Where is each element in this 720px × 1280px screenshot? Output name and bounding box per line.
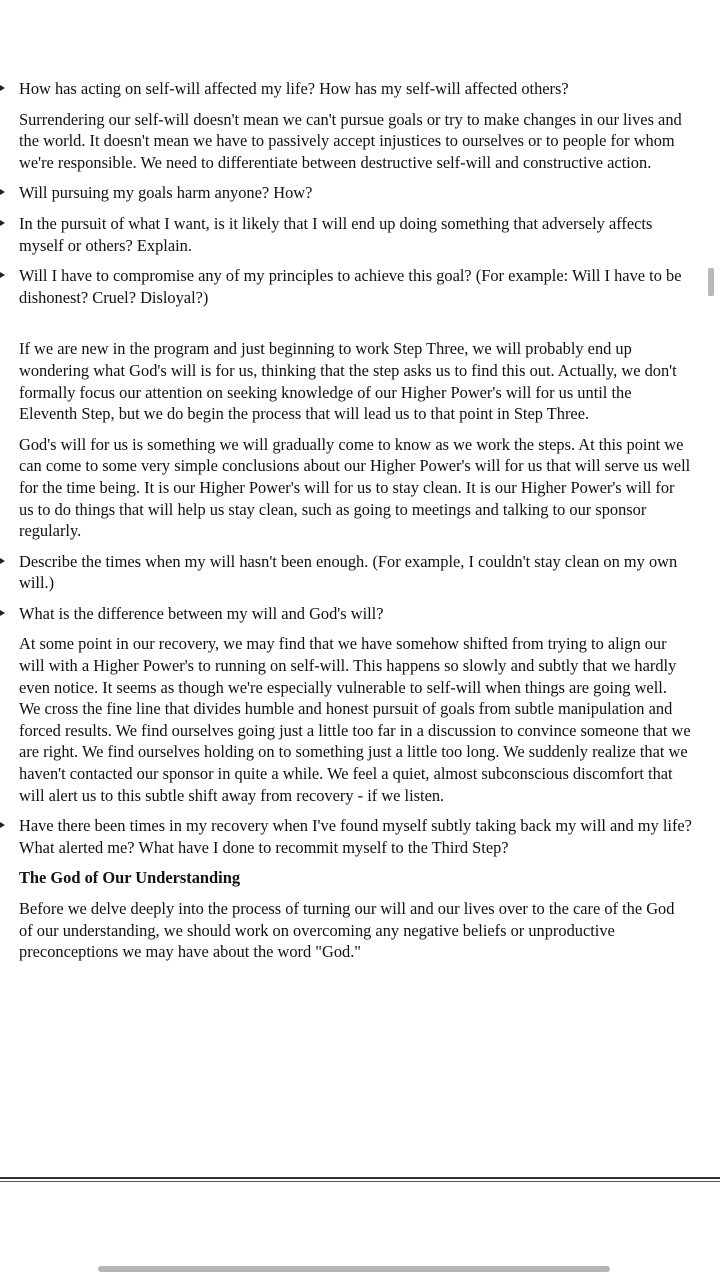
page-separator: [0, 1177, 720, 1182]
question-item: [0, 603, 720, 625]
question-item: [0, 551, 720, 594]
document-content: [0, 78, 720, 963]
body-paragraph: [0, 109, 720, 174]
question-item: [0, 78, 720, 100]
bullet-arrow-icon: [0, 558, 5, 564]
bullet-arrow-icon: [0, 85, 5, 91]
document-page: [0, 78, 720, 972]
question-item: [0, 265, 720, 308]
scroll-indicator[interactable]: [708, 268, 714, 296]
block-text: The God of Our Understanding: [19, 868, 241, 888]
bullet-arrow-icon: [0, 220, 5, 226]
block-text: If we are new in the program and just beginning to work Step Three, we will probably end up wondering what God's will is for us, thinking that the step asks us to find this out. Actually, we don't formally focus our attention on seeking knowledge of our Higher Power's will for us until the Eleventh Step, but we do begin the process that will lead us to that point in Step Three.: [19, 339, 677, 424]
section-heading: [0, 867, 720, 889]
question-item: [0, 815, 720, 858]
block-text: In the pursuit of what I want, is it likely that I will end up doing something that adversely affects myself or others? Explain.: [19, 213, 653, 255]
block-text: Surrendering our self-will doesn't mean we can't pursue goals or try to make changes in our lives and the world. It doesn't mean we have to passively accept injustices to ourselves or to people for whom we're responsible. We need to differentiate between destructive self-will and constructive action.: [19, 109, 682, 172]
block-text: Will pursuing my goals harm anyone? How?: [19, 183, 313, 203]
body-paragraph: [0, 434, 720, 542]
home-indicator-bar[interactable]: [98, 1266, 610, 1272]
question-item: [0, 213, 720, 256]
block-text: Describe the times when my will hasn't been enough. (For example, I couldn't stay clean on my own will.): [19, 551, 678, 593]
block-text: How has acting on self-will affected my life? How has my self-will affected others?: [19, 79, 569, 98]
block-text: Before we delve deeply into the process of turning our will and our lives over to the care of the God of our understanding, we should work on overcoming any negative beliefs or unproductive preconceptions we may have about the word "God.": [19, 899, 675, 962]
bullet-arrow-icon: [0, 189, 5, 195]
bullet-arrow-icon: [0, 272, 5, 278]
question-item: [0, 182, 720, 204]
block-text: At some point in our recovery, we may find that we have somehow shifted from trying to align our will with a Higher Power's to running on self-will. This happens so slowly and subtly that we hardly even notice. It seems as though we're especially vulnerable to self-will when things are going well. We cross the fine line that divides humble and honest pursuit of goals from subtle manipulation and forced results. We find ourselves going just a little too far in a discussion to convince someone that we are right. We find ourselves holding on to something just a little too long. We suddenly realize that we haven't contacted our sponsor in quite a while. We feel a quiet, almost subconscious discomfort that will alert us to this subtle shift away from recovery - if we listen.: [19, 634, 691, 805]
bullet-arrow-icon: [0, 822, 5, 828]
block-text: Have there been times in my recovery when I've found myself subtly taking back my will and my life? What alerted me? What have I done to recommit myself to the Third Step?: [19, 816, 692, 857]
bullet-arrow-icon: [0, 610, 5, 616]
body-paragraph: [0, 898, 720, 963]
block-text: Will I have to compromise any of my principles to achieve this goal? (For example: Will I have to be dishonest? Cruel? Disloyal?): [19, 266, 682, 307]
body-paragraph: [0, 338, 720, 424]
block-text: God's will for us is something we will gradually come to know as we work the steps. At this point we can come to some very simple conclusions about our Higher Power's will for us that will serve us well for the time being. It is our Higher Power's will for us to stay clean. It is our Higher Power's will for us to do things that will help us stay clean, such as going to meetings and talking to our sponsor regularly.: [19, 434, 691, 541]
body-paragraph: [0, 633, 720, 806]
block-text: What is the difference between my will and God's will?: [19, 603, 384, 623]
